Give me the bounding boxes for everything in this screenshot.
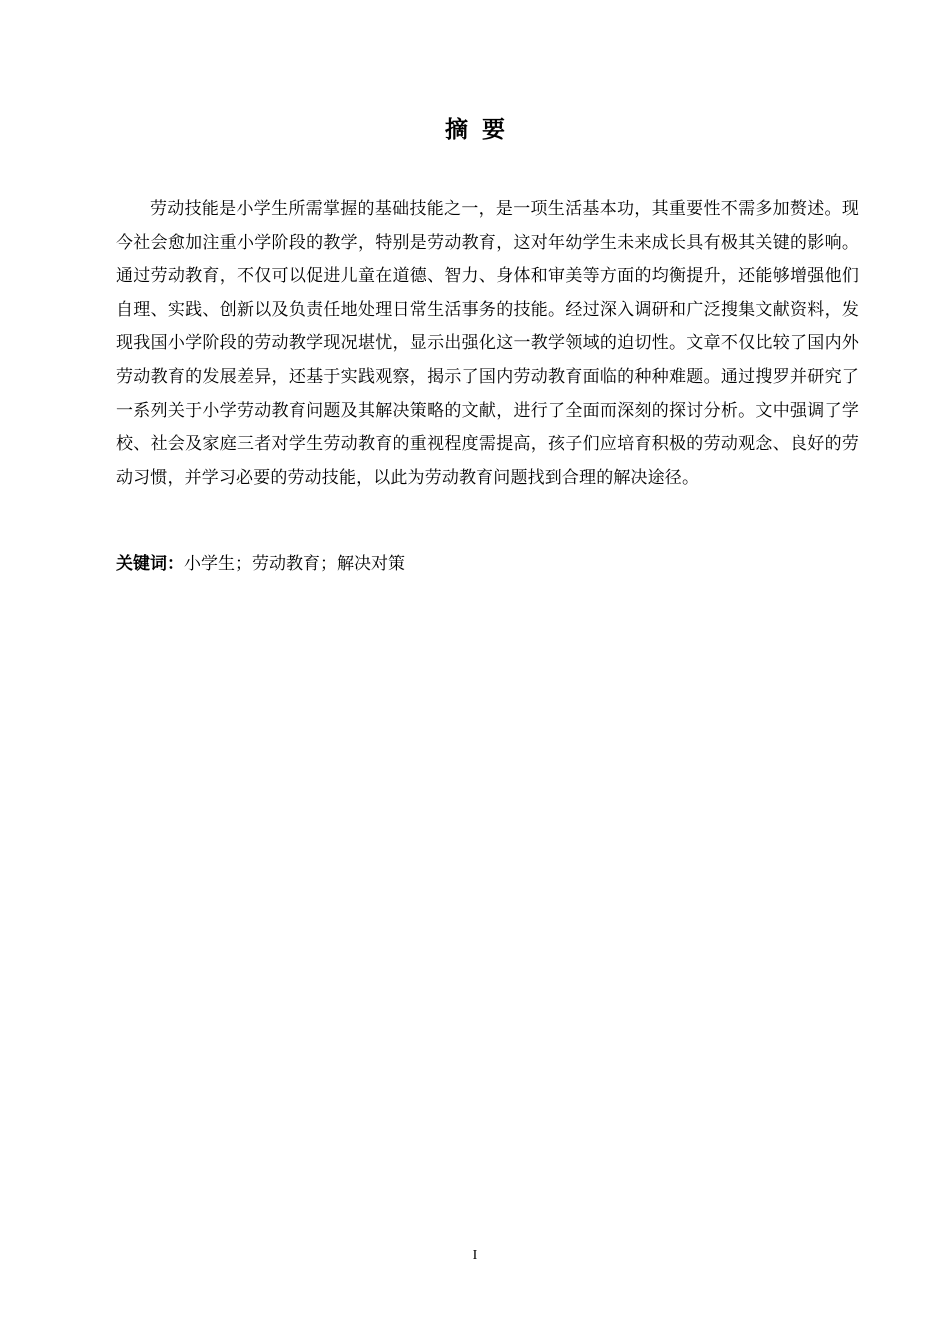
page-title: 摘要 xyxy=(445,117,519,143)
abstract-paragraph: 劳动技能是小学生所需掌握的基础技能之一，是一项生活基本功，其重要性不需多加赘述。现今社会愈加注重小学阶段的教学，特别是劳动教育，这对年幼学生未来成长具有极其关键的影响。通过劳动教育，不仅可以促进儿童在道德、智力、身体和审美等方面的均衡提升，还能够增强他们自理、实践、创新以及负责任地处理日常生活事务的技能。经过深入调研和广泛搜集文献资料，发现我国小学阶段的劳动教学现况堪忧，显示出强化这一教学领域的迫切性。文章不仅比较了国内外劳动教育的发展差异，还基于实践观察，揭示了国内劳动教育面临的种种难题。通过搜罗并研究了一系列关于小学劳动教育问题及其解决策略的文献，进行了全面而深刻的探讨分析。文中强调了学校、社会及家庭三者对学生劳动教育的重视程度需提高，孩子们应培育积极的劳动观念、良好的劳动习惯，并学习必要的劳动技能，以此为劳动教育问题找到合理的解决途径。 xyxy=(116,199,859,488)
page-number: I xyxy=(472,1248,478,1263)
keywords-text: 小学生；劳动教育；解决对策 xyxy=(184,554,405,574)
keywords-line xyxy=(116,549,859,579)
keywords-label: 关键词： xyxy=(116,554,184,574)
